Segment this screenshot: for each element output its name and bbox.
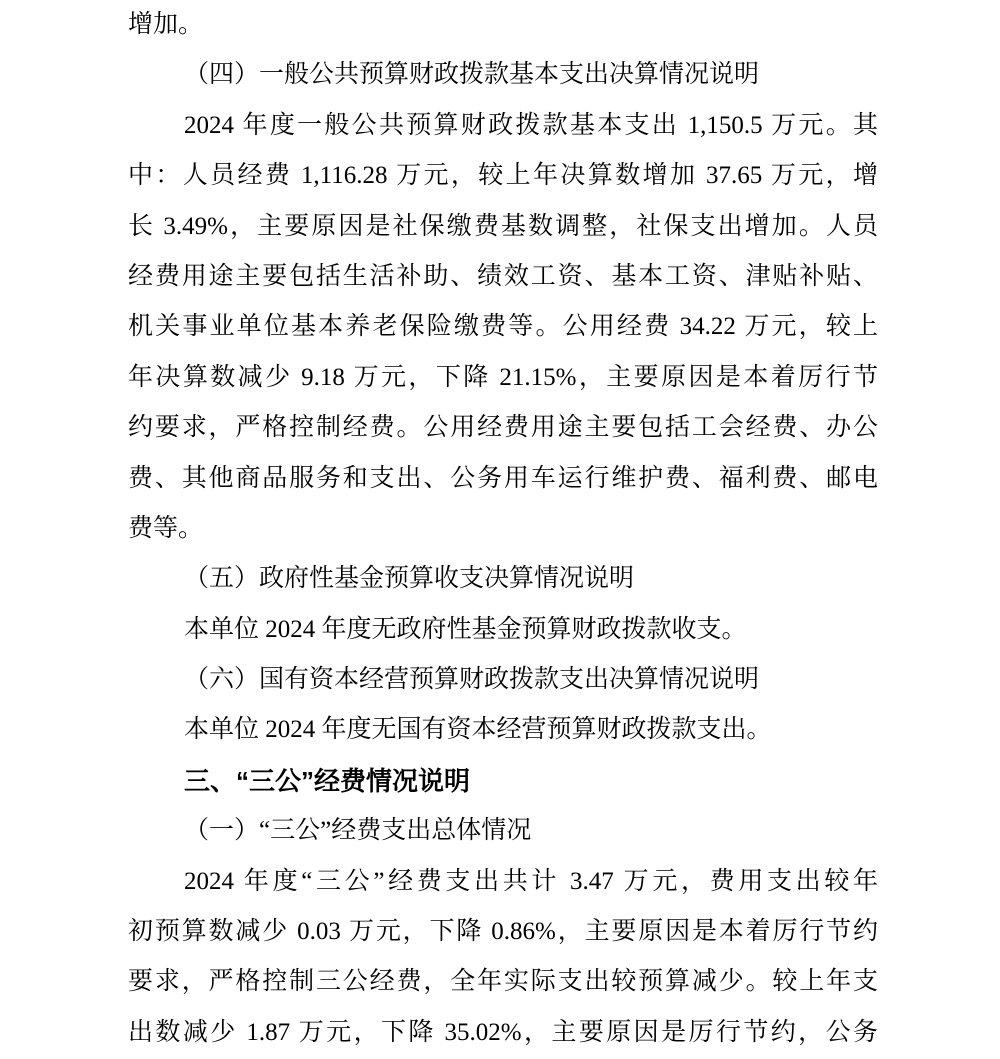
body-text-line: 本单位 2024 年度无国有资本经营预算财政拨款支出。 bbox=[184, 716, 772, 744]
body-text-line: 长 3.49%，主要原因是社保缴费基数调整，社保支出增加。人员 bbox=[128, 212, 878, 240]
body-text-line: 增加。 bbox=[128, 11, 204, 38]
body-text-line: 2024 年度“三公”经费支出共计 3.47 万元，费用支出较年 bbox=[184, 867, 878, 895]
body-text-line: 年决算数减少 9.18 万元，下降 21.15%，主要原因是本着厉行节 bbox=[128, 363, 878, 391]
body-text-line: 本单位 2024 年度无政府性基金预算财政拨款收支。 bbox=[184, 615, 747, 643]
subsection-heading: （五）政府性基金预算收支决算情况说明 bbox=[184, 565, 635, 593]
body-text-line: 出数减少 1.87 万元，下降 35.02%，主要原因是厉行节约，公务 bbox=[128, 1018, 878, 1046]
subsection-heading: （六）国有资本经营预算财政拨款支出决算情况说明 bbox=[184, 666, 760, 694]
body-text-line: 费等。 bbox=[128, 514, 204, 542]
body-text-line: 经费用途主要包括生活补助、绩效工资、基本工资、津贴补贴、 bbox=[128, 262, 878, 290]
body-text-line: 约要求，严格控制经费。公用经费用途主要包括工会经费、办公 bbox=[128, 414, 878, 442]
body-text-line: 初预算数减少 0.03 万元，下降 0.86%，主要原因是本着厉行节约 bbox=[128, 918, 878, 946]
subsection-heading: （一）“三公”经费支出总体情况 bbox=[184, 817, 532, 845]
body-text-line: 中：人员经费 1,116.28 万元，较上年决算数增加 37.65 万元，增 bbox=[128, 162, 878, 190]
body-text-line: 2024 年度一般公共预算财政拨款基本支出 1,150.5 万元。其 bbox=[184, 111, 878, 139]
document-content bbox=[128, 0, 878, 1058]
body-text-line: 机关事业单位基本养老保险缴费等。公用经费 34.22 万元，较上 bbox=[128, 313, 878, 341]
body-text-line: 要求，严格控制三公经费，全年实际支出较预算减少。较上年支 bbox=[128, 968, 878, 996]
body-text-line: 费、其他商品服务和支出、公务用车运行维护费、福利费、邮电 bbox=[128, 464, 878, 492]
subsection-heading: （四）一般公共预算财政拨款基本支出决算情况说明 bbox=[184, 61, 760, 89]
section-heading: 三、“三公”经费情况说明 bbox=[184, 765, 471, 796]
